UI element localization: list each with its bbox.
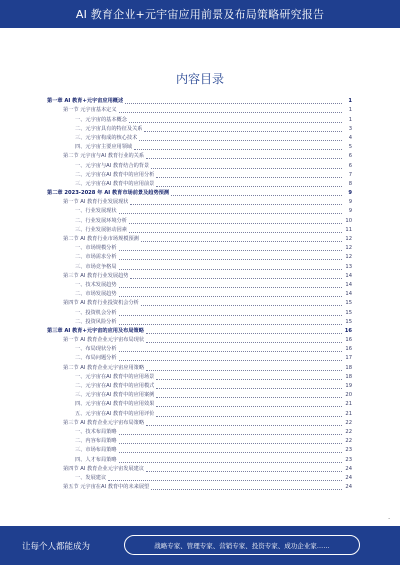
- toc-entry-title: 二、元宇宙具有的特征及关系: [75, 125, 143, 132]
- toc-entry-title: 一、市场规模分析: [75, 245, 117, 252]
- toc-entry-page: 16: [345, 346, 352, 353]
- toc-entry-title: 一、布局现状分析: [75, 346, 117, 353]
- footer-slogan: 让每个人都能成为: [22, 542, 91, 552]
- toc-dot-leader: [119, 111, 342, 113]
- toc-entry[interactable]: [47, 226, 352, 235]
- toc-dot-leader: [119, 286, 342, 288]
- page-number: -: [388, 516, 390, 522]
- toc-entry-title: 三、元宇宙在AI 教育中的应用案例: [75, 392, 155, 399]
- toc-dot-leader: [119, 350, 342, 352]
- toc-dot-leader: [156, 378, 342, 380]
- toc-entry-page: 17: [345, 355, 352, 362]
- footer-bar: [0, 526, 400, 565]
- toc-entry[interactable]: [47, 465, 352, 474]
- toc-dot-leader: [151, 167, 342, 169]
- toc-entry-title: 二、行业发展环境分析: [75, 217, 127, 224]
- toc-entry-page: 9: [348, 190, 352, 197]
- toc-entry-page: 18: [345, 373, 352, 380]
- toc-entry[interactable]: [47, 419, 352, 428]
- toc-entry[interactable]: [47, 354, 352, 363]
- toc-entry-title: 第三章 AI 教育+元宇宙的应用及布局策略: [47, 327, 144, 334]
- toc-entry-page: 21: [345, 401, 352, 408]
- toc-dot-leader: [129, 231, 342, 233]
- toc-dot-leader: [119, 451, 342, 453]
- toc-entry[interactable]: [47, 363, 352, 372]
- toc-dot-leader: [156, 185, 342, 187]
- toc-entry[interactable]: [47, 244, 352, 253]
- toc-entry-page: 18: [345, 364, 352, 371]
- toc-entry-title: 三、行业发展驱动因素: [75, 226, 127, 233]
- toc-entry[interactable]: [47, 143, 352, 152]
- toc-entry-title: 第一节 AI 教育行业发展现状: [63, 199, 129, 206]
- toc-entry-page: 12: [345, 254, 352, 261]
- toc-entry[interactable]: [47, 400, 352, 409]
- toc-entry-page: 24: [345, 484, 352, 491]
- toc-entry[interactable]: [47, 152, 352, 161]
- report-title: AI 教育企业+元宇宙应用前景及布局策略研究报告: [75, 8, 325, 21]
- toc-entry[interactable]: [47, 409, 352, 418]
- toc-entry-title: 二、投资风险分析: [75, 318, 117, 325]
- toc-dot-leader: [156, 176, 342, 178]
- toc-entry-page: 8: [348, 180, 352, 187]
- toc-entry-title: 一、发展建议: [75, 474, 107, 481]
- toc-entry-page: 22: [345, 428, 352, 435]
- toc-dot-leader: [119, 359, 342, 361]
- toc-entry-title: 第一章 AI 教育+元宇宙应用概述: [47, 98, 124, 105]
- toc-entry[interactable]: [47, 373, 352, 382]
- toc-entry-page: 22: [345, 438, 352, 445]
- toc-dot-leader: [125, 102, 342, 104]
- toc-entry-title: 一、元宇宙与AI 教育结合的背景: [75, 162, 150, 169]
- toc-entry-title: 第四节 AI 教育企业元宇宙发展建议: [63, 465, 145, 472]
- toc-entry-page: 14: [345, 281, 352, 288]
- toc-entry[interactable]: [47, 235, 352, 244]
- toc-entry-title: 一、行业发展现状: [75, 208, 117, 215]
- toc-entry-page: 9: [348, 208, 352, 215]
- toc-entry[interactable]: [47, 189, 352, 198]
- toc-entry[interactable]: [47, 446, 352, 455]
- toc-entry-page: 11: [345, 226, 352, 233]
- toc-entry-title: 第二节 元宇宙与AI 教育行业的关系: [63, 153, 145, 160]
- toc-entry[interactable]: [47, 207, 352, 216]
- toc-entry-page: 19: [345, 383, 352, 389]
- toc-entry[interactable]: [47, 180, 352, 189]
- toc-entry[interactable]: [47, 455, 352, 464]
- toc-entry-page: 1: [348, 116, 352, 123]
- toc-entry-title: 三、市场竞争格局: [75, 263, 117, 270]
- toc-entry-title: 四、元宇宙主要应用领域: [75, 144, 133, 151]
- toc-entry[interactable]: [47, 161, 352, 170]
- toc-dot-leader: [119, 442, 342, 444]
- toc-entry-page: 4: [348, 134, 352, 141]
- toc-entry-title: 二、内容布局策略: [75, 438, 117, 445]
- toc-entry[interactable]: [47, 299, 352, 308]
- toc-entry-title: 二、市场需求分析: [75, 254, 117, 261]
- report-header-bar: [0, 0, 400, 28]
- toc-entry[interactable]: [47, 336, 352, 345]
- toc-entry-page: 15: [345, 300, 352, 307]
- toc-entry[interactable]: [47, 106, 352, 115]
- toc-entry-title: 二、市场发展趋势: [75, 291, 117, 298]
- toc-dot-leader: [119, 295, 342, 297]
- toc-entry[interactable]: [47, 483, 352, 492]
- toc-entry-title: 一、技术发展趋势: [75, 281, 117, 288]
- toc-entry-page: 12: [345, 236, 352, 242]
- toc-dot-leader: [146, 157, 342, 159]
- toc-entry-title: 五、元宇宙在AI 教育中的应用评价: [75, 410, 155, 417]
- toc-entry-page: 14: [345, 272, 352, 279]
- toc-entry[interactable]: [47, 327, 352, 336]
- toc-entry-title: 二、元宇宙在AI 教育中的应用模式: [75, 383, 155, 389]
- toc-entry-page: 6: [348, 162, 352, 169]
- toc-entry-title: 一、技术布局策略: [75, 428, 117, 435]
- toc-dot-leader: [171, 194, 342, 196]
- toc-entry-title: 三、市场布局策略: [75, 447, 117, 454]
- toc-entry[interactable]: [47, 97, 352, 106]
- toc-dot-leader: [144, 130, 342, 132]
- toc-dot-leader: [156, 415, 342, 417]
- toc-entry[interactable]: [47, 171, 352, 180]
- toc-dot-leader: [119, 461, 342, 463]
- toc-dot-leader: [146, 424, 342, 426]
- toc-dot-leader: [151, 488, 342, 490]
- toc-dot-leader: [146, 369, 342, 371]
- toc-entry-page: 6: [348, 153, 352, 160]
- toc-entry-page: 23: [345, 456, 352, 463]
- toc-entry-page: 21: [345, 410, 352, 417]
- toc-entry-title: 第一节 元宇宙基本定义: [63, 107, 117, 114]
- toc-entry-title: 三、元宇宙构成的核心技术: [75, 134, 138, 141]
- toc-entry-title: 第三节 AI 教育行业发展趋势: [63, 272, 129, 279]
- toc-dot-leader: [130, 203, 342, 205]
- toc-dot-leader: [119, 212, 342, 214]
- toc-entry-page: 5: [348, 144, 352, 151]
- toc-entry-title: 第三节 AI 教育企业元宇宙布局策略: [63, 419, 145, 426]
- toc-dot-leader: [156, 396, 342, 398]
- toc-entry-page: 20: [345, 392, 352, 399]
- footer-tagline: 战略专家、管理专家、营销专家、投资专家、成功企业家……: [154, 541, 330, 550]
- toc-entry[interactable]: [47, 345, 352, 354]
- toc-entry[interactable]: [47, 437, 352, 446]
- toc-entry-title: 第二节 AI 教育企业元宇宙应用策略: [63, 364, 145, 371]
- toc-entry-title: 第五节 元宇宙在AI 教育中的未来展望: [63, 484, 150, 491]
- toc-dot-leader: [129, 222, 342, 224]
- toc-entry-title: 三、元宇宙在AI 教育中的应用前景: [75, 180, 155, 187]
- toc-entry-page: 15: [345, 318, 352, 325]
- toc-dot-leader: [129, 121, 342, 123]
- toc-entry-title: 第四节 AI 教育行业投资机会分析: [63, 300, 139, 307]
- toc-dot-leader: [134, 148, 342, 150]
- toc-entry[interactable]: [47, 134, 352, 143]
- toc-entry-page: 15: [345, 309, 352, 316]
- toc-entry-page: 13: [345, 263, 352, 270]
- toc-dot-leader: [119, 258, 342, 260]
- toc-entry[interactable]: [47, 308, 352, 317]
- toc-dot-leader: [146, 470, 342, 472]
- toc-entry[interactable]: [47, 253, 352, 262]
- toc-entry-title: 第二章 2023-2028 年 AI 教育市场前景及趋势预测: [47, 190, 170, 197]
- toc-dot-leader: [108, 479, 342, 481]
- toc-entry[interactable]: [47, 318, 352, 327]
- toc-dot-leader: [139, 139, 342, 141]
- toc-entry-page: 22: [345, 419, 352, 426]
- toc-entry-page: 3: [348, 125, 352, 132]
- toc-dot-leader: [119, 249, 342, 251]
- toc-entry[interactable]: [47, 198, 352, 207]
- toc-dot-leader: [141, 304, 342, 306]
- toc-entry[interactable]: [47, 281, 352, 290]
- toc-entry-title: 第一节 AI 教育企业元宇宙布局现状: [63, 337, 145, 344]
- toc-entry[interactable]: [47, 290, 352, 299]
- toc-dot-leader: [156, 405, 342, 407]
- toc-dot-leader: [119, 433, 342, 435]
- toc-entry-page: 16: [345, 337, 352, 344]
- toc-entry-title: 二、布局问题分析: [75, 355, 117, 362]
- toc-dot-leader: [119, 314, 342, 316]
- toc-dot-leader: [141, 240, 342, 242]
- toc-entry-page: 23: [345, 447, 352, 454]
- toc-dot-leader: [119, 323, 342, 325]
- toc-entry[interactable]: [47, 125, 352, 134]
- toc-entry-page: 24: [345, 474, 352, 481]
- toc-entry-title: 一、投资机会分析: [75, 309, 117, 316]
- toc-heading: 内容目录: [175, 72, 224, 86]
- footer-tagline-pill: [124, 535, 360, 555]
- toc-dot-leader: [119, 268, 342, 270]
- toc-entry[interactable]: [47, 115, 352, 124]
- toc-entry-page: 16: [344, 327, 352, 334]
- toc-entry-page: 9: [348, 199, 352, 206]
- toc-dot-leader: [156, 387, 342, 389]
- toc-entry[interactable]: [47, 272, 352, 281]
- toc-entry[interactable]: [47, 262, 352, 271]
- toc-entry-page: 1: [348, 107, 352, 114]
- toc-entry-page: 14: [345, 291, 352, 298]
- toc-entry-title: 一、元宇宙在AI 教育中的应用场景: [75, 373, 155, 380]
- toc-entry-page: 10: [345, 217, 352, 224]
- toc-entry-title: 一、元宇宙的基本概念: [75, 116, 127, 123]
- toc-entry-page: 1: [348, 98, 352, 105]
- toc-entry-title: 二、元宇宙在AI 教育中的应用分析: [75, 171, 155, 178]
- toc-entry[interactable]: [47, 382, 352, 391]
- toc-entry-title: 四、人才布局策略: [75, 456, 117, 463]
- toc-entry-title: 四、元宇宙在AI 教育中的应用效果: [75, 401, 155, 408]
- toc-dot-leader: [146, 332, 342, 334]
- toc-entry[interactable]: [47, 428, 352, 437]
- toc-dot-leader: [146, 341, 342, 343]
- toc-entry-page: 12: [345, 245, 352, 252]
- toc-dot-leader: [130, 277, 342, 279]
- table-of-contents: [47, 97, 352, 492]
- toc-entry-title: 第二节 AI 教育行业市场规模预测: [63, 236, 139, 242]
- toc-entry-page: 24: [345, 465, 352, 472]
- toc-entry-page: 7: [348, 171, 352, 178]
- toc-entry[interactable]: [47, 216, 352, 225]
- toc-entry[interactable]: [47, 391, 352, 400]
- toc-entry[interactable]: [47, 474, 352, 483]
